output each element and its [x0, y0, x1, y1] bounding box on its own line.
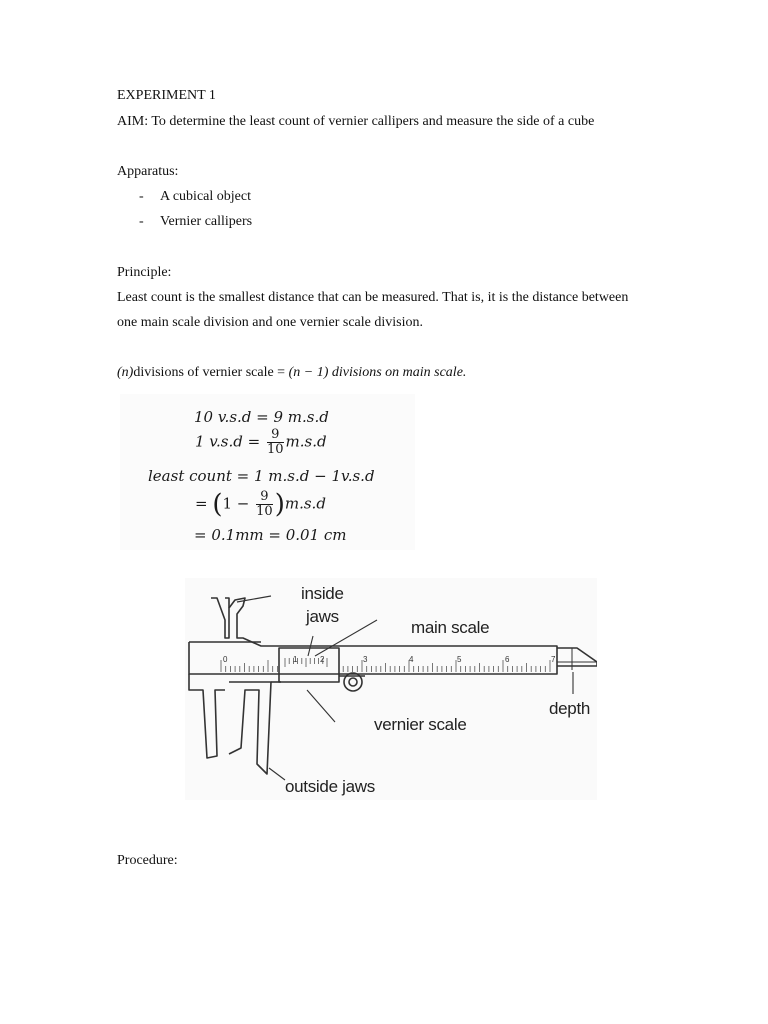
formula-n: (n) [117, 365, 134, 380]
vernier-caliper-figure [185, 578, 597, 800]
bullet-dash: - [139, 214, 144, 229]
equation-text: = [195, 494, 213, 513]
label-depth: depth [549, 699, 591, 718]
paren-close: ) [274, 489, 285, 520]
least-count-equations [120, 394, 415, 550]
apparatus-item-label: A cubical object [160, 189, 251, 204]
scale-number-1: 1 [293, 655, 298, 664]
scale-number-7: 7 [551, 655, 556, 664]
equation-text: m.s.d [284, 494, 326, 513]
equation-row-1 [194, 408, 329, 426]
scale-number-3: 3 [363, 655, 368, 664]
equation-row-4 [195, 490, 326, 519]
equation-text: m.s.d [285, 432, 327, 451]
principle-heading: Principle: [117, 265, 172, 280]
label-main-scale: main scale [411, 618, 490, 637]
equation-text: least count = 1 m.s.d − 1v.s.d [148, 467, 375, 485]
equation-text: 1 v.s.d = [195, 432, 265, 451]
formula-rhs-text: divisions on main scale. [328, 365, 467, 380]
procedure-heading: Procedure: [117, 853, 178, 868]
label-inside-2: jaws [306, 607, 339, 626]
equation-row-2 [195, 428, 327, 457]
principle-line-1: Least count is the smallest distance that can be measured. That is, it is the distance between [117, 290, 629, 305]
scale-number-6: 6 [505, 655, 510, 664]
principle-line-2: one main scale division and one vernier scale division. [117, 315, 423, 330]
equation-text: 10 v.s.d = 9 m.s.d [194, 408, 329, 426]
aim-text: AIM: To determine the least count of vernier callipers and measure the side of a cube [117, 114, 595, 129]
scale-number-0: 0 [223, 655, 228, 664]
apparatus-item-label: Vernier callipers [160, 214, 253, 229]
experiment-title: EXPERIMENT 1 [117, 88, 216, 103]
fraction-numerator: 9 [256, 490, 273, 505]
fraction [256, 490, 273, 519]
scale-number-2: 2 [320, 655, 325, 664]
fraction [267, 428, 284, 457]
label-vernier-scale: vernier scale [374, 715, 467, 734]
equation-text: = 0.1mm = 0.01 cm [194, 526, 347, 544]
formula-text: divisions of vernier scale = [133, 365, 289, 380]
caliper-drawing [185, 578, 597, 800]
fraction-numerator: 9 [267, 428, 284, 443]
apparatus-heading: Apparatus: [117, 164, 179, 179]
fraction-denominator: 10 [266, 442, 284, 457]
label-inside-1: inside [301, 584, 344, 603]
scale-number-5: 5 [457, 655, 462, 664]
paren-open: ( [212, 489, 223, 520]
equation-row-5 [194, 526, 347, 544]
fraction-denominator: 10 [256, 504, 273, 519]
formula-line [117, 364, 466, 382]
scale-number-4: 4 [409, 655, 414, 664]
label-outside-jaws: outside jaws [285, 777, 375, 796]
equation-text: 1 − [222, 494, 255, 513]
bullet-dash: - [139, 189, 144, 204]
formula-rhs-paren: (n − 1) [288, 365, 329, 380]
equation-row-3 [148, 467, 375, 485]
